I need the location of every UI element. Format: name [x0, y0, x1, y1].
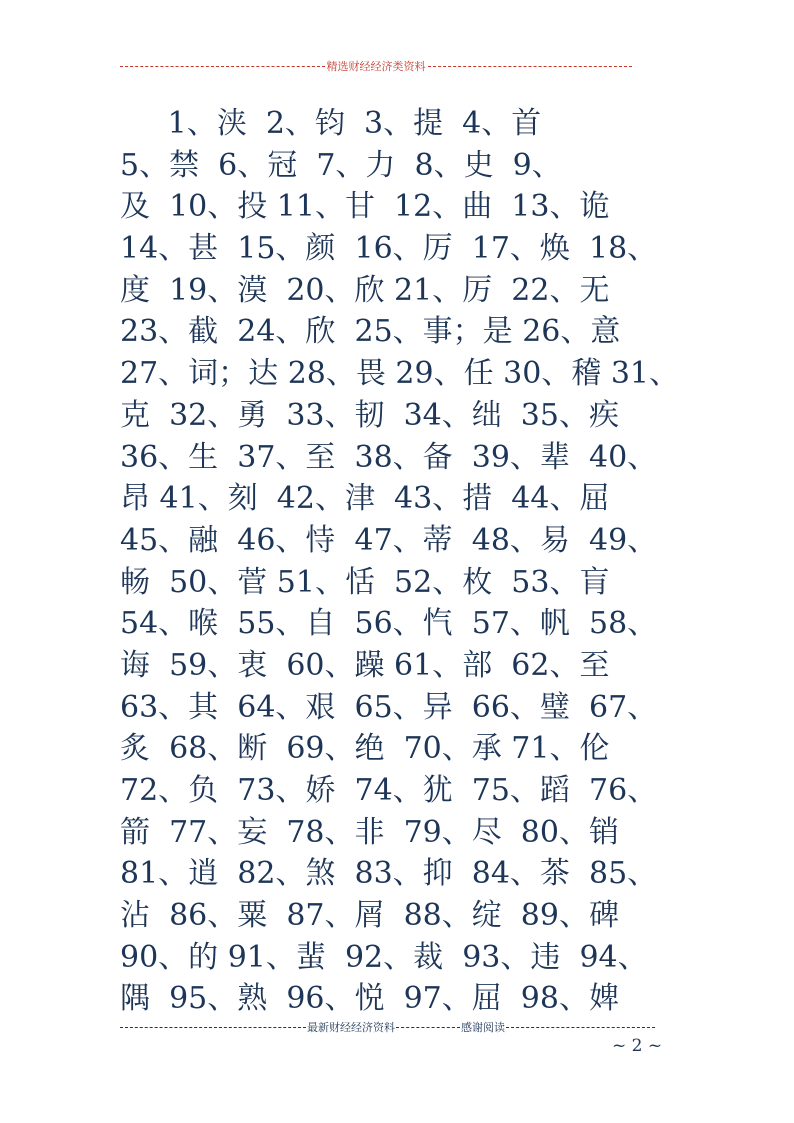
text-line: 1、浃 2、钧 3、提 4、首	[120, 106, 542, 141]
footer-rule-middle	[396, 1027, 460, 1028]
answer-list	[120, 103, 680, 1020]
text-line: 72、负 73、娇 74、犹 75、蹈 76、	[120, 773, 658, 808]
text-line: 度 19、漠 20、欣 21、厉 22、无	[120, 272, 610, 308]
text-line: 36、生 37、至 38、备 39、辈 40、	[120, 439, 658, 475]
text-line: 5、禁 6、冠 7、力 8、史 9、	[120, 147, 562, 183]
footer-rule-right	[506, 1027, 655, 1028]
text-line: 54、喉 55、自 56、忾 57、帆 58、	[120, 606, 658, 642]
page-footer	[120, 1018, 655, 1036]
footer-right-text: 感谢阅读	[461, 1021, 505, 1034]
text-line: 隅 95、熟 96、悦 97、屈 98、婢	[120, 981, 619, 1017]
text-line: 63、其 64、艰 65、异 66、璧 67、	[120, 689, 658, 725]
header-title: 精选财经经济类资料	[326, 60, 426, 73]
text-line: 畅 50、菅 51、恬 52、枚 53、肓	[120, 564, 610, 600]
text-line: 27、词；达 28、畏 29、任 30、稽 31、	[120, 356, 680, 392]
header-rule-right	[428, 66, 633, 67]
text-line: 炙 68、断 69、绝 70、承 71、伦	[120, 731, 610, 767]
text-line: 昂 41、刻 42、津 43、措 44、屈	[120, 481, 610, 517]
footer-rule-left	[120, 1027, 306, 1028]
text-line: 沾 86、粟 87、屑 88、绽 89、碑	[120, 898, 619, 934]
text-line: 45、融 46、恃 47、蒂 48、易 49、	[120, 522, 658, 558]
text-line: 14、甚 15、颜 16、厉 17、焕 18、	[120, 231, 658, 267]
page-header	[120, 56, 632, 76]
text-line: 81、逍 82、煞 83、抑 84、茶 85、	[120, 856, 658, 892]
header-rule-left	[120, 66, 325, 67]
text-line: 箭 77、妄 78、非 79、尽 80、销	[120, 814, 619, 850]
text-line: 诲 59、衷 60、躁 61、部 62、至	[120, 647, 610, 683]
footer-left-text: 最新财经经济资料	[307, 1021, 395, 1034]
page-number: ~ 2 ~	[612, 1036, 663, 1056]
text-line: 及 10、投 11、甘 12、曲 13、诡	[120, 189, 610, 225]
text-line: 90、的 91、蜚 92、裁 93、违 94、	[120, 939, 648, 975]
text-line: 23、截 24、欣 25、事；是 26、意	[120, 314, 621, 350]
text-line: 克 32、勇 33、韧 34、绌 35、疾	[120, 397, 619, 433]
